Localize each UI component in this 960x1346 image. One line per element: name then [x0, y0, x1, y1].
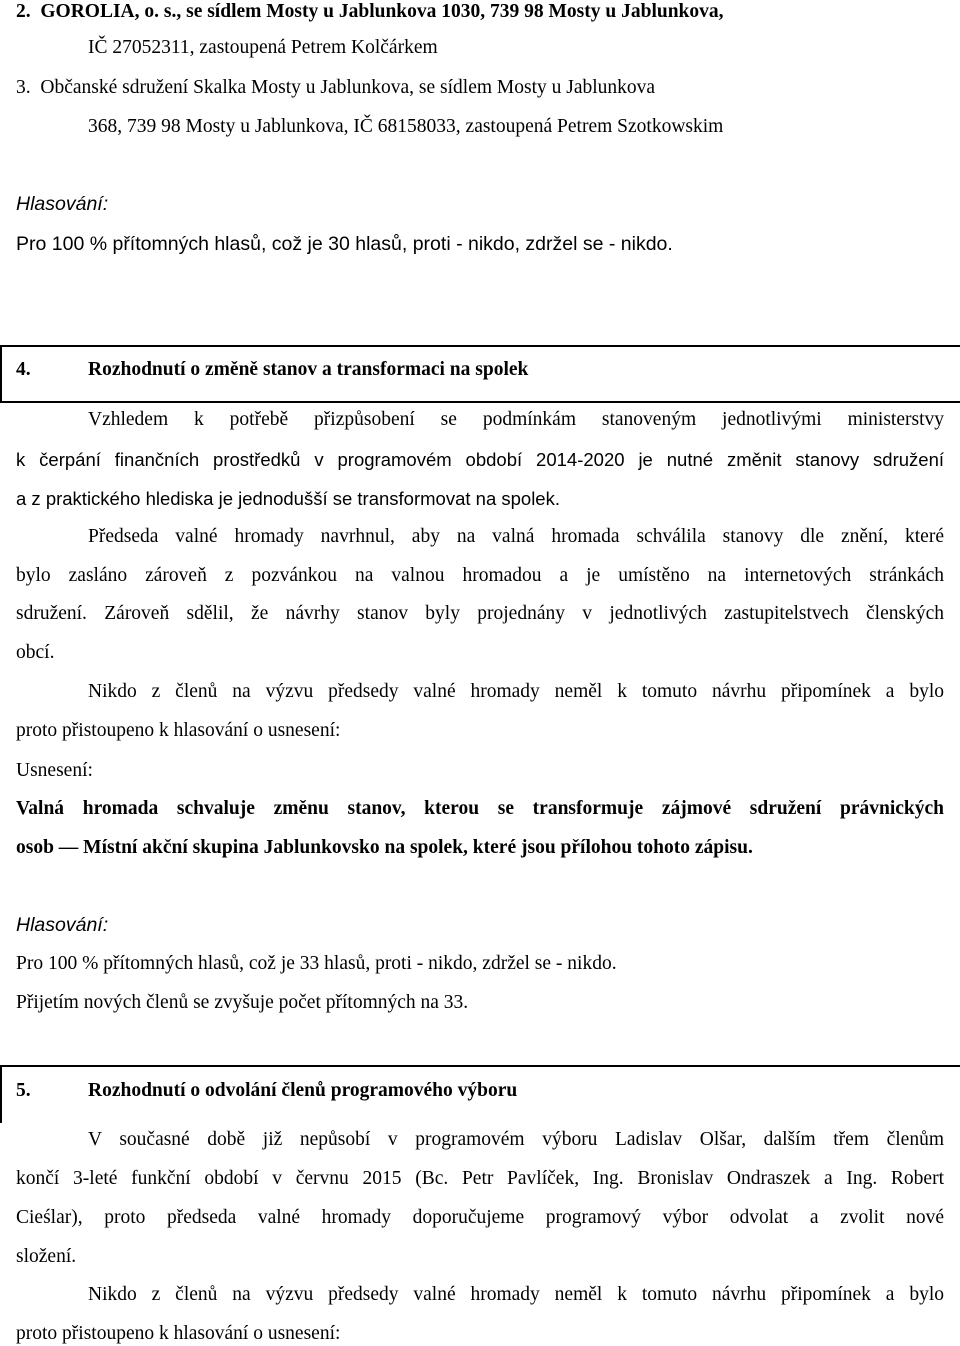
section-4-p2-line4: obcí. [16, 642, 55, 663]
section-4-number: 4. [16, 359, 31, 380]
section-5-p1-line4: složení. [16, 1246, 77, 1267]
section-4-p1-line1: Vzhledem k potřebě přizpůsobení se podmínkám stanoveným jednotlivými ministerstvy [88, 409, 944, 430]
member-item-2-line1: 2. GOROLIA, o. s., se sídlem Mosty u Jablunkova 1030, 739 98 Mosty u Jablunkova, [16, 1, 724, 22]
section-5-p2-line2: proto přistoupeno k hlasování o usnesení: [16, 1323, 341, 1344]
section-4-p3-line2: proto přistoupeno k hlasování o usnesení: [16, 720, 341, 741]
section-5-title: Rozhodnutí o odvolání členů programového výboru [88, 1080, 518, 1101]
section-5-p1-line2: končí 3-leté funkční období v červnu 2015 (Bc. Petr Pavlíček, Ing. Bronislav Ondraszek a Ing. Robert [16, 1168, 944, 1189]
section-4-p2-line3: sdružení. Zároveň sdělil, že návrhy stanov byly projednány v jednotlivých zastupitelstvech členských [16, 603, 944, 624]
vote-label [16, 192, 108, 217]
section-5-p2-line1: Nikdo z členů na výzvu předsedy valné hromady neměl k tomuto návrhu připomínek a bylo [88, 1284, 944, 1305]
section-4-p1-line2: k čerpání finančních prostředků v programovém období 2014-2020 je nutné změnit stanovy sdružení [16, 449, 944, 470]
vote-label-2 [16, 913, 108, 938]
vote-label-2-text: Hlasování: [16, 914, 109, 936]
vote-result: Pro 100 % přítomných hlasů, což je 30 hlasů, proti - nikdo, zdržel se - nikdo. [16, 233, 673, 255]
section-4-p3-line1: Nikdo z členů na výzvu předsedy valné hromady neměl k tomuto návrhu připomínek a bylo [88, 681, 944, 702]
section-4-title: Rozhodnutí o změně stanov a transformaci na spolek [88, 359, 529, 380]
member-item-3-line1: 3. Občanské sdružení Skalka Mosty u Jablunkova, se sídlem Mosty u Jablunkova [16, 77, 656, 98]
member-item-3-line2: 368, 739 98 Mosty u Jablunkova, IČ 68158033, zastoupená Petrem Szotkowskim [88, 116, 724, 137]
member-item-2-line2: IČ 27052311, zastoupená Petrem Kolčárkem [88, 37, 438, 58]
section-5-number: 5. [16, 1080, 31, 1101]
resolution-line1: Valná hromada schvaluje změnu stanov, kterou se transformuje zájmové sdružení právnických [16, 798, 944, 819]
section-4-p1-line3: a z praktického hlediska je jednodušší se transformovat na spolek. [16, 488, 560, 509]
section-4-p2-line1: Předseda valné hromady navrhnul, aby na valná hromada schválila stanovy dle znění, které [88, 526, 944, 547]
members-note: Přijetím nových členů se zvyšuje počet přítomných na 33. [16, 992, 469, 1013]
resolution-line2: osob — Místní akční skupina Jablunkovsko na spolek, které jsou přílohou tohoto zápisu. [16, 837, 753, 858]
section-4-p2-line2: bylo zasláno zároveň z pozvánkou na valnou hromadou a je umístěno na internetových stránkách [16, 565, 944, 586]
resolution-label: Usnesení: [16, 760, 93, 781]
vote-result-2: Pro 100 % přítomných hlasů, což je 33 hlasů, proti - nikdo, zdržel se - nikdo. [16, 953, 617, 974]
section-5-p1-line3: Cieślar), proto předseda valné hromady doporučujeme programový výbor odvolat a zvolit nové [16, 1207, 944, 1228]
section-5-p1-line1: V současné době již nepůsobí v programovém výboru Ladislav Olšar, dalším třem členům [88, 1129, 944, 1150]
vote-label-text: Hlasování: [16, 193, 109, 215]
